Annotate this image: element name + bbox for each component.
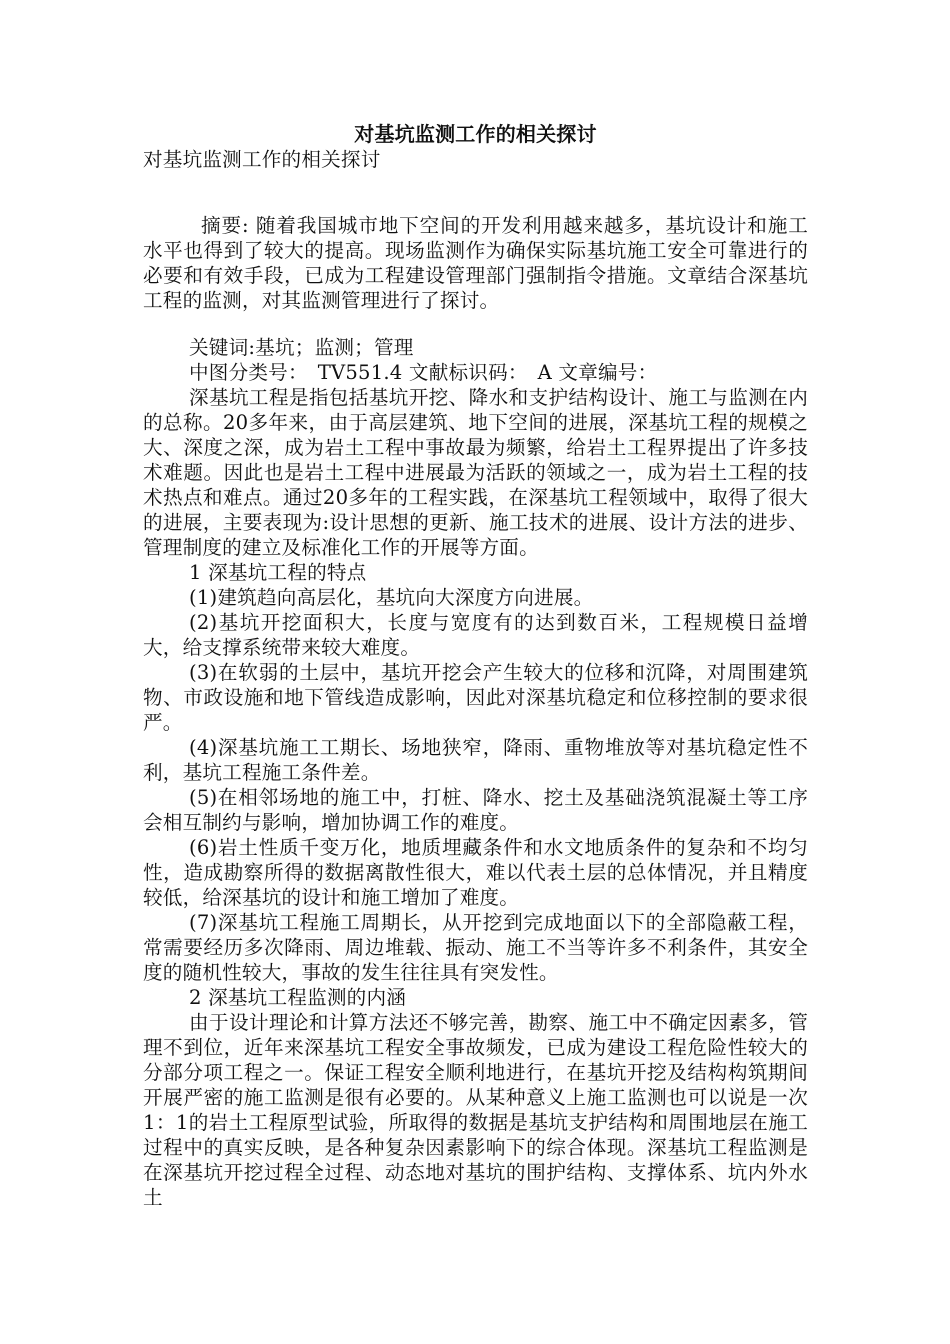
spacer [143,172,808,197]
classification-line: 中图分类号： TV551.4 文献标识码： A 文章编号： [189,361,658,384]
list-item-3: (3)在软弱的土层中，基坑开挖会产生较大的位移和沉降，对周围建筑物、市政设施和地下管线造成影响，因此对深基坑稳定和位移控制的要求很严。 [143,661,808,734]
abstract-paragraph: 摘要: 随着我国城市地下空间的开发利用越来越多，基坑设计和施工水平也得到了较大的提高。现场监测作为确保实际基坑施工安全可靠进行的必要和有效手段，已成为工程建设管理部门强制指令措施。文章结合深基坑工程的监测，对其监测管理进行了探讨。 [143,214,808,312]
list-item-6: (6)岩土性质千变万化，地质埋藏条件和水文地质条件的复杂和不均匀性，造成勘察所得的数据离散性很大，难以代表土层的总体情况，并且精度较低，给深基坑的设计和施工增加了难度。 [143,836,808,909]
keywords-line: 关键词:基坑；监测；管理 [189,336,414,359]
document-title: 对基坑监测工作的相关探讨 [354,122,597,146]
body-paragraph-monitoring: 由于设计理论和计算方法还不够完善，勘察、施工中不确定因素多，管理不到位，近年来深基坑工程安全事故频发，已成为建设工程危险性较大的分部分项工程之一。保证工程安全顺利地进行，在基坑开挖及结构构筑期间开展严密的施工监测是很有必要的。从某种意义上施工监测也可以说是一次1：1的岩土工程原型试验，所取得的数据是基坑支护结构和周围地层在施工过程中的真实反映，是各种复杂因素影响下的综合体现。深基坑工程监测是在深基坑开挖过程全过程、动态地对基坑的围护结构、支撑体系、坑内外水土 [143,1011,808,1209]
spacer [143,313,808,335]
list-item-1: (1)建筑趋向高层化，基坑向大深度方向进展。 [189,586,594,609]
body-paragraph-intro: 深基坑工程是指包括基坑开挖、降水和支护结构设计、施工与监测在内的总称。20多年来，由于高层建筑、地下空间的进展，深基坑工程的规模之大、深度之深，成为岩土工程中事故最为频繁，给岩土工程界提出了许多技术难题。因此也是岩土工程中进展最为活跃的领域之一，成为岩土工程的技术热点和难点。通过20多年的工程实践，在深基坑工程领域中，取得了很大的进展，主要表现为:设计思想的更新、施工技术的进展、设计方法的进步、管理制度的建立及标准化工作的开展等方面。 [143,386,808,559]
document-content [143,122,808,1210]
section-heading-1: 1 深基坑工程的特点 [189,561,367,584]
section-heading-2: 2 深基坑工程监测的内涵 [189,986,407,1009]
list-item-2: (2)基坑开挖面积大，长度与宽度有的达到数百米，工程规模日益增大，给支撑系统带来较大难度。 [143,611,808,659]
list-item-7: (7)深基坑工程施工周期长，从开挖到完成地面以下的全部隐蔽工程，常需要经历多次降雨、周边堆载、振动、施工不当等许多不利条件，其安全度的随机性较大，事故的发生往往具有突发性。 [143,911,808,984]
list-item-4: (4)深基坑施工工期长、场地狭窄，降雨、重物堆放等对基坑稳定性不利，基坑工程施工条件差。 [143,736,808,784]
document-subtitle: 对基坑监测工作的相关探讨 [143,148,381,171]
list-item-5: (5)在相邻场地的施工中，打桩、降水、挖土及基础浇筑混凝土等工序会相互制约与影响，增加协调工作的难度。 [143,786,808,834]
